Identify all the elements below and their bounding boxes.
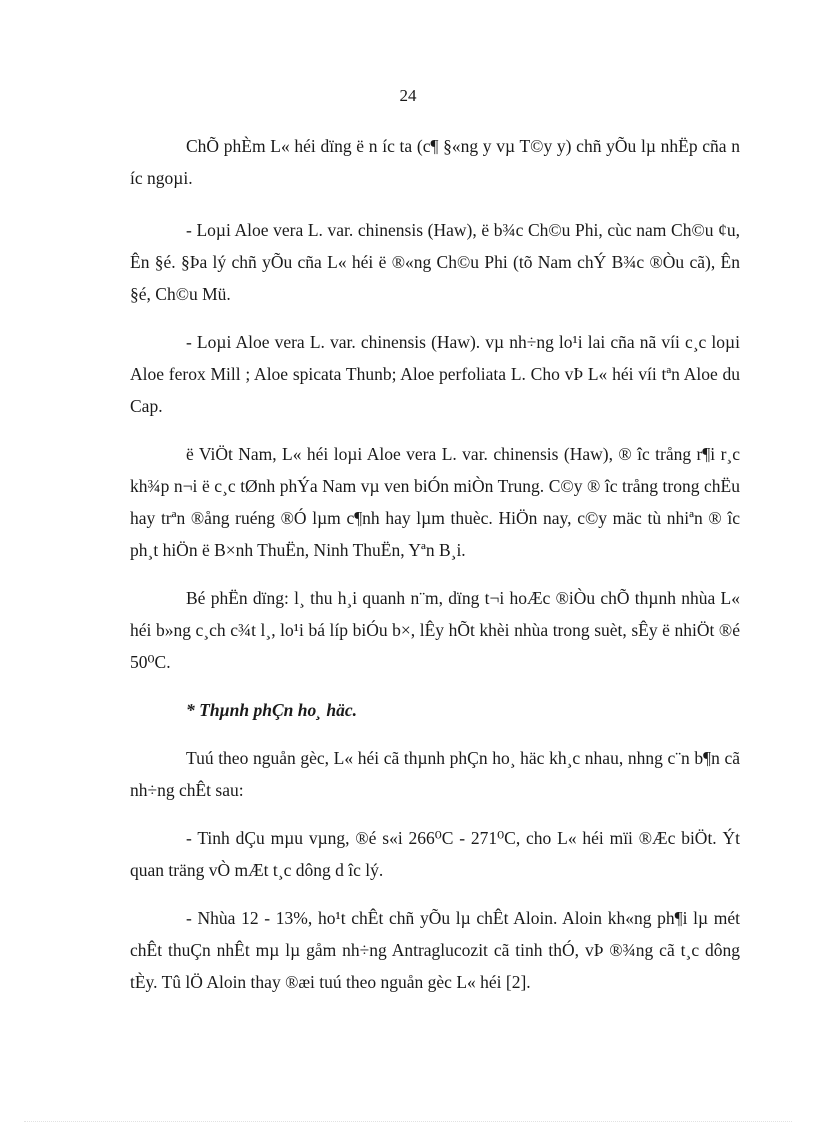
- paragraph-distribution: - Loµi Aloe vera L. var. chinensis (Haw), ë b¾c Ch©u Phi, cùc nam Ch©u ¢u, Ên §é. §Þa lý chñ yÕu cña L« héi ë ®«ng Ch©u Phi (tõ Nam chÝ B¾c ®Òu cã), Ên §é, Ch©u Mü.: [130, 220, 740, 304]
- paragraph-chemistry-intro: Tuú theo nguån gèc, L« héi cã thµnh phÇn ho¸ häc kh¸c nhau, nhng c¨n b¶n cã nh÷ng chÊt sau:: [130, 748, 740, 800]
- paragraph-resin: - Nhùa 12 - 13%, ho¹t chÊt chñ yÕu lµ chÊt Aloin. Aloin kh«ng ph¶i lµ mét chÊt thuÇn nhÊt mµ lµ gåm nh÷ng Antraglucozit cã tinh thÓ, vÞ ®¾ng cã t¸c dông tÈy. Tû lÖ Aloin thay ®æi tuú theo nguån gèc L« héi [2].: [130, 908, 740, 992]
- page-bottom-border: [24, 1121, 792, 1122]
- page-number: 24: [399, 86, 417, 105]
- section-heading-chemistry: * Thµnh phÇn ho¸ häc.: [186, 700, 358, 720]
- paragraph-essential-oil: - Tinh dÇu mµu vµng, ®é s«i 266⁰C - 271⁰C, cho L« héi mïi ®Æc biÖt. Ýt quan träng vÒ mÆt t¸c dông d îc lý.: [130, 828, 740, 880]
- document-body: [130, 130, 740, 1014]
- paragraph-parts-used: Bé phËn dïng: l¸ thu h¸i quanh n¨m, dïng t¬i hoÆc ®iÒu chÕ thµnh nhùa L« héi b»ng c¸ch c¾t l¸, lo¹i bá líp biÓu b×, lÊy hÕt khèi nhùa trong suèt, sÊy ë nhiÖt ®é 50⁰C.: [130, 588, 740, 672]
- paragraph-hybrids: - Loµi Aloe vera L. var. chinensis (Haw). vµ nh÷ng lo¹i lai cña nã víi c¸c loµi Aloe ferox Mill ; Aloe spicata Thunb; Aloe perfoliata L. Cho vÞ L« héi víi tªn Aloe du Cap.: [130, 332, 740, 416]
- paragraph-vietnam: ë ViÖt Nam, L« héi loµi Aloe vera L. var. chinensis (Haw), ® îc trång r¶i r¸c kh¾p n¬i ë c¸c tØnh phÝa Nam vµ ven biÓn miÒn Trung. C©y ® îc trång trong chËu hay trªn ®ång ruéng ®Ó lµm c¶nh hay lµm thuèc. HiÖn nay, c©y mäc tù nhiªn ® îc ph¸t hiÖn ë B×nh ThuËn, Ninh ThuËn, Yªn B¸i.: [130, 444, 740, 560]
- paragraph-intro: ChÕ phÈm L« héi dïng ë n íc ta (c¶ §«ng y vµ T©y y) chñ yÕu lµ nhËp cña n íc ngoµi.: [130, 136, 740, 188]
